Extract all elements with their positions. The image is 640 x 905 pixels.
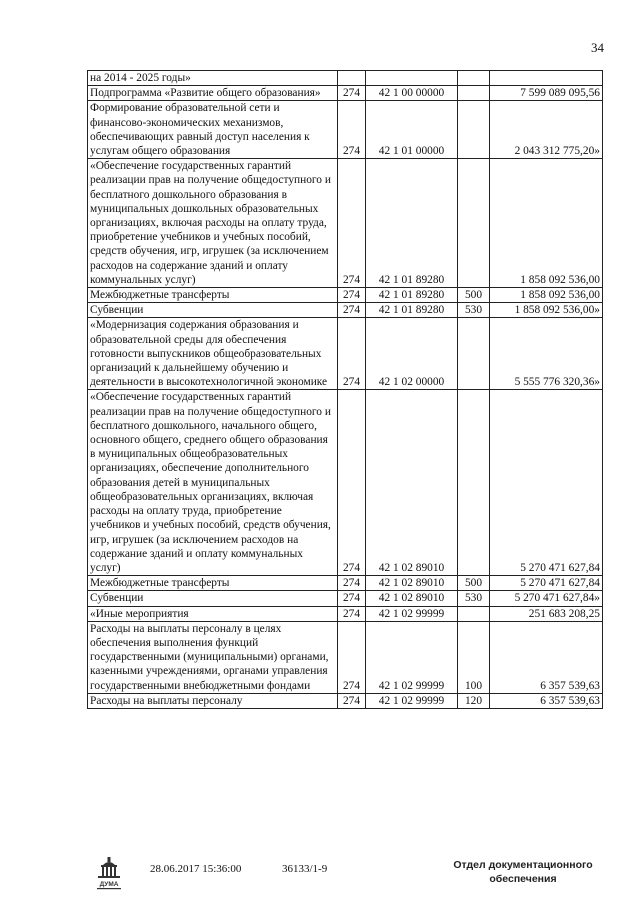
row-expense-type: 500 bbox=[458, 288, 490, 303]
row-amount: 5 555 776 320,36» bbox=[490, 318, 603, 390]
page-number: 34 bbox=[591, 40, 604, 55]
row-expense-type bbox=[458, 101, 490, 159]
table-row bbox=[88, 71, 603, 86]
row-amount: 7 599 089 095,56 bbox=[490, 86, 603, 101]
row-name: «Модернизация содержания образования и образовательной среды для обеспечения готовности выпускников общеобразовательных организаций к дальнейшему обучению и деятельности в высокотехнологичной экономике bbox=[88, 318, 338, 390]
duma-logo-icon bbox=[94, 856, 124, 890]
table-row bbox=[88, 318, 603, 390]
table-row bbox=[88, 390, 603, 576]
row-name: Субвенции bbox=[88, 591, 338, 606]
budget-table bbox=[87, 70, 603, 709]
row-expense-type bbox=[458, 606, 490, 621]
row-name: «Обеспечение государственных гарантий реализации прав на получение общедоступного и бесплатного дошкольного, начального общего, основного общего, среднего общего образования в муниципальных общеобразовательных организациях, обеспечение дополнительного образования детей в муниципальных общеобразовательных организациях, включая расходы на оплату труда, приобретение учебников и учебных пособий, средств обучения, игр, игрушек (за исключением расходов на содержание зданий и оплату коммунальных услуг) bbox=[88, 390, 338, 576]
table-row bbox=[88, 576, 603, 591]
table-row bbox=[88, 621, 603, 693]
row-target-article: 42 1 01 89280 bbox=[366, 288, 458, 303]
footer-reg-number: 36133/1-9 bbox=[282, 863, 328, 875]
row-admin-code bbox=[338, 71, 366, 86]
row-target-article: 42 1 01 89280 bbox=[366, 303, 458, 318]
row-expense-type bbox=[458, 71, 490, 86]
row-expense-type: 120 bbox=[458, 693, 490, 708]
row-admin-code: 274 bbox=[338, 288, 366, 303]
row-target-article bbox=[366, 71, 458, 86]
row-target-article: 42 1 01 00000 bbox=[366, 101, 458, 159]
row-expense-type: 100 bbox=[458, 621, 490, 693]
table-row bbox=[88, 86, 603, 101]
row-expense-type bbox=[458, 390, 490, 576]
footer-department: Отдел документационного обеспечения bbox=[453, 859, 593, 885]
row-name: Межбюджетные трансферты bbox=[88, 288, 338, 303]
row-admin-code: 274 bbox=[338, 101, 366, 159]
row-amount: 1 858 092 536,00» bbox=[490, 303, 603, 318]
row-admin-code: 274 bbox=[338, 303, 366, 318]
row-name: Расходы на выплаты персоналу в целях обеспечения выполнения функций государственными (муниципальными) органами, казенными учреждениями, органами управления государственными внебюджетными фондами bbox=[88, 621, 338, 693]
row-admin-code: 274 bbox=[338, 390, 366, 576]
row-target-article: 42 1 01 89280 bbox=[366, 159, 458, 288]
row-admin-code: 274 bbox=[338, 159, 366, 288]
table-row bbox=[88, 159, 603, 288]
row-expense-type: 500 bbox=[458, 576, 490, 591]
table-row bbox=[88, 288, 603, 303]
row-name: Субвенции bbox=[88, 303, 338, 318]
row-amount: 1 858 092 536,00 bbox=[490, 288, 603, 303]
row-amount: 1 858 092 536,00 bbox=[490, 159, 603, 288]
row-expense-type: 530 bbox=[458, 303, 490, 318]
row-target-article: 42 1 02 89010 bbox=[366, 591, 458, 606]
row-expense-type bbox=[458, 318, 490, 390]
table-row bbox=[88, 693, 603, 708]
row-amount: 6 357 539,63 bbox=[490, 693, 603, 708]
row-target-article: 42 1 00 00000 bbox=[366, 86, 458, 101]
row-name: Подпрограмма «Развитие общего образования» bbox=[88, 86, 338, 101]
row-admin-code: 274 bbox=[338, 621, 366, 693]
row-admin-code: 274 bbox=[338, 576, 366, 591]
table-row bbox=[88, 591, 603, 606]
row-amount: 5 270 471 627,84» bbox=[490, 591, 603, 606]
logo-text: ДУМА bbox=[99, 881, 119, 888]
row-name: «Иные мероприятия bbox=[88, 606, 338, 621]
row-name: на 2014 - 2025 годы» bbox=[88, 71, 338, 86]
row-admin-code: 274 bbox=[338, 693, 366, 708]
table-row bbox=[88, 606, 603, 621]
footer-date: 28.06.2017 15:36:00 bbox=[150, 863, 242, 875]
row-amount: 2 043 312 775,20» bbox=[490, 101, 603, 159]
row-amount: 6 357 539,63 bbox=[490, 621, 603, 693]
row-amount: 5 270 471 627,84 bbox=[490, 576, 603, 591]
row-expense-type bbox=[458, 86, 490, 101]
row-admin-code: 274 bbox=[338, 318, 366, 390]
row-amount: 251 683 208,25 bbox=[490, 606, 603, 621]
table-row bbox=[88, 101, 603, 159]
row-admin-code: 274 bbox=[338, 86, 366, 101]
row-admin-code: 274 bbox=[338, 606, 366, 621]
row-target-article: 42 1 02 99999 bbox=[366, 693, 458, 708]
row-expense-type bbox=[458, 159, 490, 288]
row-name: Межбюджетные трансферты bbox=[88, 576, 338, 591]
row-target-article: 42 1 02 99999 bbox=[366, 606, 458, 621]
row-amount: 5 270 471 627,84 bbox=[490, 390, 603, 576]
row-amount bbox=[490, 71, 603, 86]
row-name: «Обеспечение государственных гарантий реализации прав на получение общедоступного и бесплатного дошкольного образования в муниципальных дошкольных образовательных организациях, включая расходы на оплату труда, приобретение учебников и учебных пособий, средств обучения, игр, игрушек (за исключением расходов на содержание зданий и оплату коммунальных услуг) bbox=[88, 159, 338, 288]
row-target-article: 42 1 02 89010 bbox=[366, 576, 458, 591]
row-target-article: 42 1 02 89010 bbox=[366, 390, 458, 576]
row-name: Формирование образовательной сети и финансово-экономических механизмов, обеспечивающих равный доступ населения к услугам общего образования bbox=[88, 101, 338, 159]
row-target-article: 42 1 02 99999 bbox=[366, 621, 458, 693]
row-target-article: 42 1 02 00000 bbox=[366, 318, 458, 390]
row-expense-type: 530 bbox=[458, 591, 490, 606]
row-admin-code: 274 bbox=[338, 591, 366, 606]
table-row bbox=[88, 303, 603, 318]
row-name: Расходы на выплаты персоналу bbox=[88, 693, 338, 708]
page-footer bbox=[0, 856, 640, 896]
